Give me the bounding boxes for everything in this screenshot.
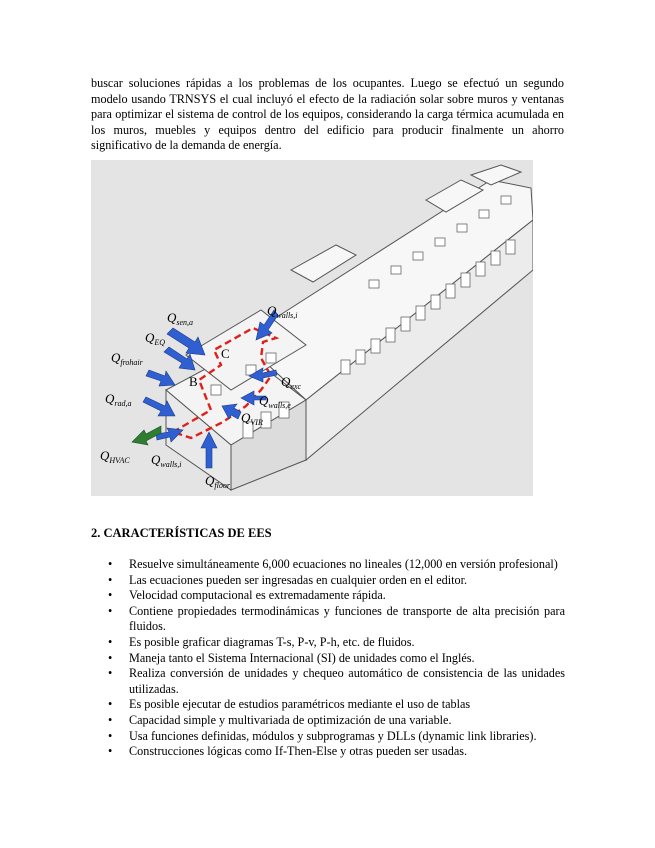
arrow-q-frohair xyxy=(146,370,175,386)
label-q-walls-e: $Q_{walls,e}$ xyxy=(259,393,291,410)
bullet-icon: • xyxy=(108,666,113,681)
bullet-icon: • xyxy=(108,603,113,618)
bullet-icon: • xyxy=(108,697,113,712)
bullet-icon: • xyxy=(108,557,113,571)
label-q-walls-i-top: $Q_{walls,i}$ xyxy=(267,303,298,320)
building-heat-flow-figure xyxy=(91,160,533,496)
bullet-icon: • xyxy=(108,712,113,727)
label-q-sen-a: $Q_{sen,a}$ xyxy=(167,310,194,327)
list-item: • Construcciones lógicas como If-Then-Else y otras pueden ser usadas. xyxy=(108,744,468,759)
bullet-icon: • xyxy=(108,650,113,665)
label-q-vir: $Q_{VIR}$ xyxy=(241,410,263,427)
building-diagram xyxy=(91,160,533,496)
list-item: • Realiza conversión de unidades y chequeo automático de consistencia de las unidades utilizadas. xyxy=(108,666,565,696)
bullet-icon: • xyxy=(108,572,113,587)
list-item: • Contiene propiedades termodinámicas y funciones de transporte de alta precisión para fluidos. xyxy=(108,603,565,634)
bullet-icon: • xyxy=(108,634,113,649)
label-q-frohair: $Q_{frohair}$ xyxy=(111,350,143,367)
bullet-icon: • xyxy=(108,744,113,759)
list-item: • Es posible graficar diagramas T-s, P-v, P-h, etc. de fluidos. xyxy=(108,634,415,649)
list-item: • Las ecuaciones pueden ser ingresadas en cualquier orden en el editor. xyxy=(108,572,468,587)
list-item: • Velocidad computacional es extremadamente rápida. xyxy=(108,588,386,603)
label-q-floor: $Q_{floor}$ xyxy=(205,473,230,490)
label-q-rad-a: $Q_{rad,a}$ xyxy=(105,391,132,408)
label-q-exc: $Q_{exc}$ xyxy=(281,374,302,391)
section-heading: 2. CARACTERÍSTICAS DE EES xyxy=(91,526,272,540)
bullet-icon: • xyxy=(108,728,113,743)
label-q-walls-i: $Q_{walls,i}$ xyxy=(151,452,182,469)
features-list xyxy=(108,557,565,760)
zone-c-label: C xyxy=(221,346,230,361)
label-q-hvac: $Q_{HVAC}$ xyxy=(100,448,130,465)
bullet-icon: • xyxy=(108,588,113,603)
intro-paragraph: buscar soluciones rápidas a los problemas de los ocupantes. Luego se efectuó un segundo modelo usando TRNSYS el cual incluyó el efecto de la radiación solar sobre muros y ventanas para optimizar el sistema de control de los equipos, considerando la carga térmica acumulada en los muros, muebles y equipos dentro del edificio para producir finalmente un ahorro significativo de la demanda de energía. xyxy=(91,76,564,153)
list-item: • Capacidad simple y multivariada de optimización de una variable. xyxy=(108,712,452,727)
arrow-q-hvac xyxy=(132,426,161,445)
list-item: • Resuelve simultáneamente 6,000 ecuaciones no lineales (12,000 en versión profesional) xyxy=(108,557,558,571)
zone-b-label: B xyxy=(189,374,198,389)
list-item: • Es posible ejecutar de estudios paramétricos mediante el uso de tablas xyxy=(108,697,471,712)
list-item: • Maneja tanto el Sistema Internacional (SI) de unidades como el Inglés. xyxy=(108,650,475,665)
label-q-eq: $Q_{EQ}$ xyxy=(145,330,166,347)
list-item: • Usa funciones definidas, módulos y subprogramas y DLLs (dynamic link libraries). xyxy=(108,728,537,743)
